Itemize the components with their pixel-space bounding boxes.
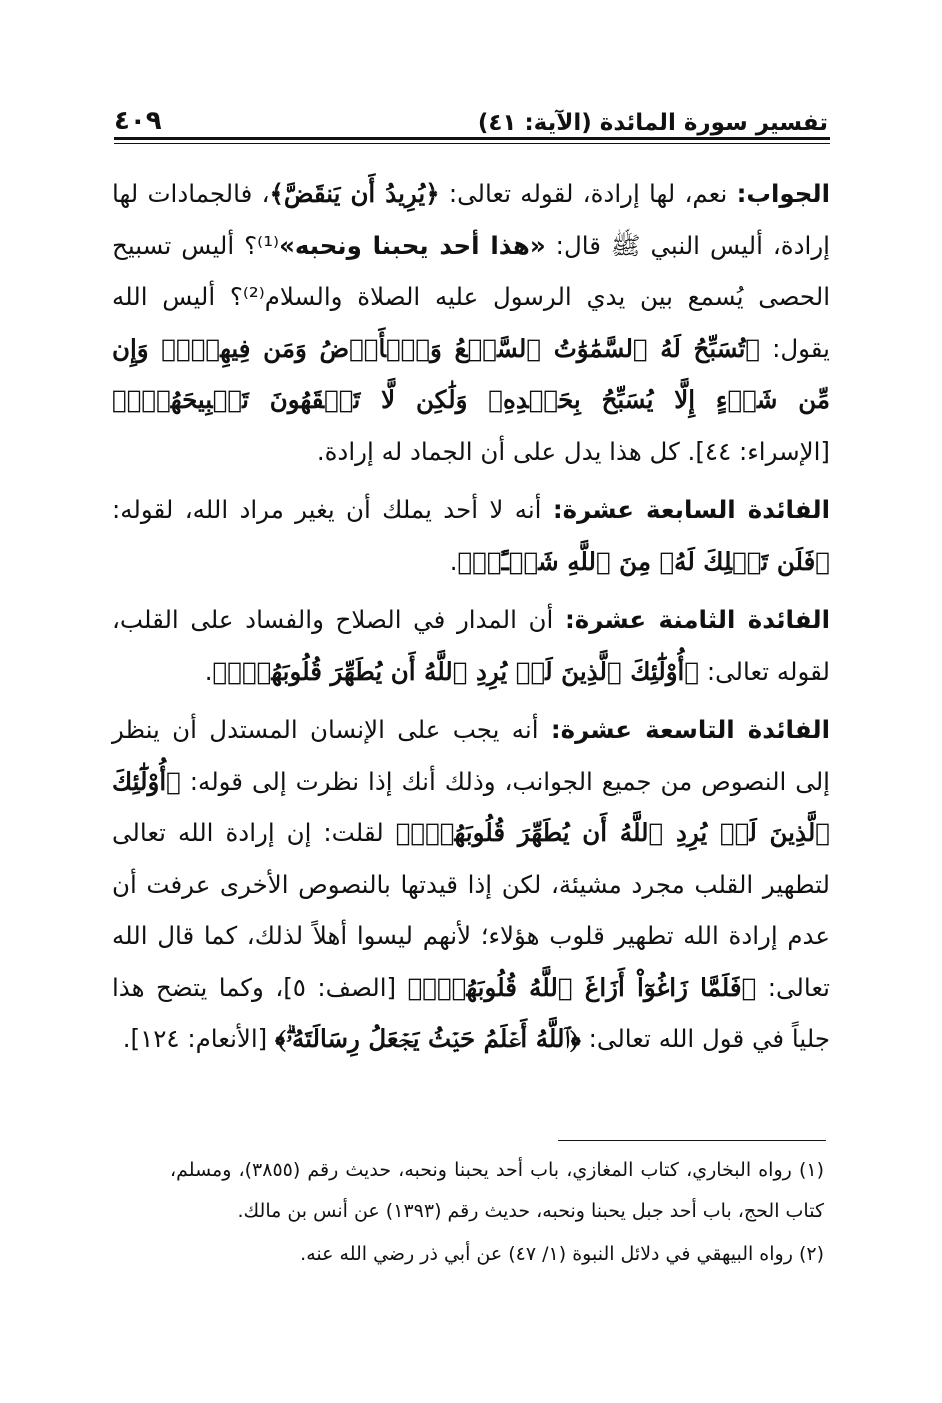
quran-verse: ﴿فَلَن تَمۡلِكَ لَهُۥ مِنَ ٱللَّهِ شَيۡـًٔاۚ﴾ [457,546,830,576]
paragraph-label: الفائدة التاسعة عشرة: [550,715,830,744]
header-rule-thin [114,143,830,144]
paragraph-benefit-19 [112,704,830,1065]
footnotes [170,1150,824,1277]
text-segment: ⁽¹⁾؟ أليس تسبيح الحصى يُسمع بين يدي الرسول عليه الصلاة والسلام⁽²⁾؟ أليس الله يقول: [112,230,831,363]
main-text [112,168,830,1072]
text-segment: [الصف: ٥]، وكما يتضح هذا جلياً في قول الله تعالى: [112,972,830,1053]
text-segment: [الأنعام: ١٢٤]. [122,1024,276,1053]
text-segment: أنه لا أحد يملك أن يغير مراد الله، لقوله: [112,495,553,524]
footnote-number: (٢) [798,1243,824,1265]
quran-verse: ﴿تُسَبِّحُ لَهُ ٱلسَّمَٰوَٰتُ ٱلسَّبۡعُ وَٱلۡأَرۡضُ وَمَن فِيهِنَّۚ وَإِن مِّن شَيۡءٍ إِلَّا يُسَبِّحُ بِحَمۡدِهِۦ وَلَٰكِن لَّا تَفۡقَهُونَ تَسۡبِيحَهُمۡۗ﴾ [112,333,830,414]
paragraph-answer [112,168,830,477]
paragraph-label: الفائدة الثامنة عشرة: [564,605,830,634]
quran-verse: ﴿ٱللَّهُ أَعۡلَمُ حَيۡثُ يَجۡعَلُ رِسَالَتَهُۥۗ﴾ [275,1024,581,1053]
header-rule-thick [114,137,830,140]
paragraph-label: الجواب: [736,179,830,208]
footnote-1 [170,1150,824,1232]
text-segment: أن المدار في الصلاح والفساد على القلب، لقوله تعالى: [112,605,830,686]
hadith-quote: «هذا أحد يحبنا ونحبه» [279,230,546,260]
running-title: تفسير سورة المائدة (الآية: ٤١) [477,110,828,136]
page-number: ٤٠٩ [114,106,162,136]
text-segment: ، فالجمادات لها إرادة، أليس النبي ﷺ قال: [112,179,830,260]
footnote-2 [170,1234,824,1275]
quran-verse: ﴿يُرِيدُ أَن يَنقَضَّ﴾ [269,179,440,208]
footnote-number: (١) [798,1159,824,1181]
paragraph-benefit-18 [112,594,830,697]
page-header [114,96,828,136]
text-segment: [الإسراء: ٤٤]. كل هذا يدل على أن الجماد له إرادة. [316,436,830,466]
text-segment: . [449,546,458,576]
text-segment: لقلت: إن إرادة الله تعالى لتطهير القلب مجرد مشيئة، لكن إذا قيدتها بالنصوص الأخرى عرفت أن عدم إرادة الله تطهير قلوب هؤلاء؛ لأنهم ليسوا أهلاً لذلك، كما قال الله تعالى: [112,818,830,1002]
paragraph-benefit-17 [112,484,830,587]
text-segment: أنه يجب على الإنسان المستدل أن ينظر إلى النصوص من جميع الجوانب، وذلك أنك إذا نظرت إلى قوله: [112,715,830,796]
quran-verse: ﴿أُوْلَٰٓئِكَ ٱلَّذِينَ لَمۡ يُرِدِ ٱللَّهُ أَن يُطَهِّرَ قُلُوبَهُمۡۚ﴾ [112,766,831,847]
text-segment: نعم، لها إرادة، لقوله تعالى: [439,179,737,208]
quran-verse: ﴿أُوْلَٰٓئِكَ ٱلَّذِينَ لَمۡ يُرِدِ ٱللَّهُ أَن يُطَهِّرَ قُلُوبَهُمۡۚ﴾ [212,656,700,686]
quran-verse: ﴿فَلَمَّا زَاغُوٓاْ أَزَاغَ ٱللَّهُ قُلُوبَهُمۡۚ﴾ [407,972,757,1002]
paragraph-label: الفائدة السابعة عشرة: [552,495,830,524]
footnote-text: رواه البيهقي في دلائل النبوة (١/ ٤٧) عن أبي ذر رضي الله عنه. [300,1243,793,1265]
text-segment: . [204,656,213,686]
footnote-text: رواه البخاري، كتاب المغازي، باب أحد يحبنا ونحبه، حديث رقم (٣٨٥٥)، ومسلم، كتاب الحج، باب أحد جبل يحبنا ونحبه، حديث رقم (١٣٩٣) عن أنس بن مالك. [170,1159,824,1222]
footnote-separator [558,1140,826,1141]
